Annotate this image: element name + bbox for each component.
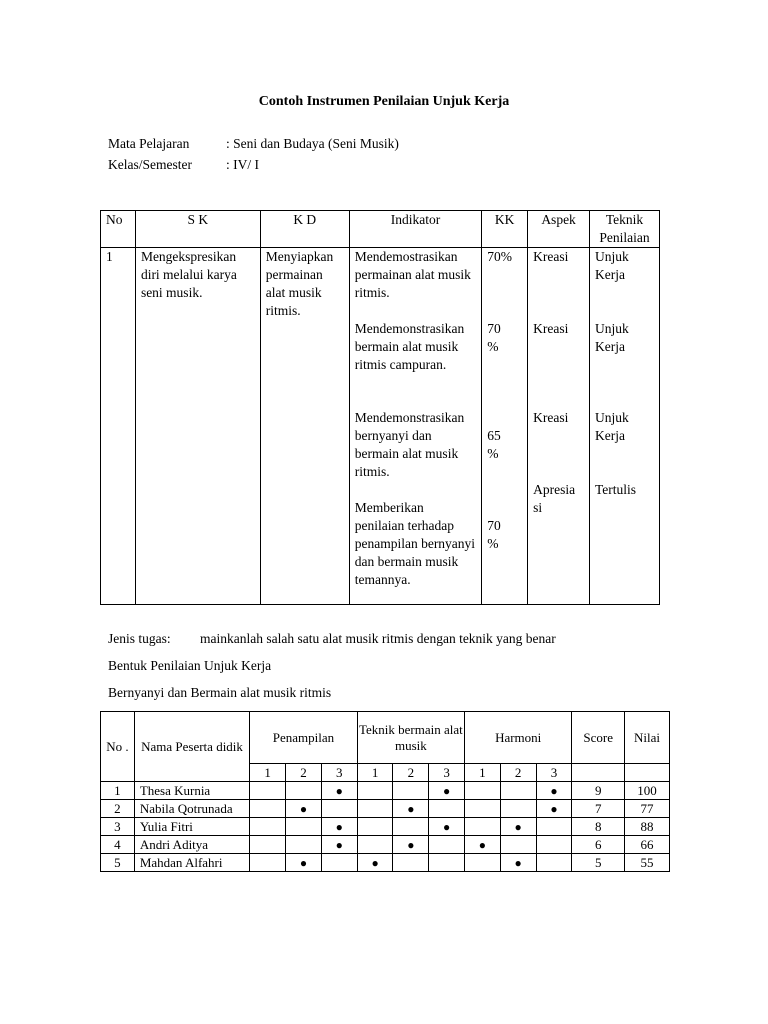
- subheader-cell: 1: [357, 764, 393, 782]
- indikator-item: Mendemonstrasikan bernyanyi dan bermain alat musik ritmis.: [354, 410, 465, 479]
- subheader-cell: 1: [250, 764, 286, 782]
- rating-cell: [429, 836, 465, 854]
- cell-no: 1: [101, 782, 135, 800]
- cell-nama: Andri Aditya: [134, 836, 249, 854]
- student-score-table: [100, 711, 670, 872]
- rating-cell: [429, 800, 465, 818]
- rating-cell: [536, 800, 572, 818]
- rating-cell: [250, 818, 286, 836]
- rating-dot-icon: ●: [514, 819, 522, 834]
- teknik-item: Tertulis: [595, 482, 637, 497]
- cell-no: 1: [101, 248, 136, 605]
- rating-cell: [393, 800, 429, 818]
- header-teknik: Teknik Penilaian: [590, 211, 660, 248]
- rating-cell: [321, 782, 357, 800]
- cell-kd: Menyiapkan permainan alat musik ritmis.: [260, 248, 349, 605]
- table-row: [101, 248, 660, 605]
- assessment-subtitle: Bernyanyi dan Bermain alat musik ritmis: [108, 685, 332, 700]
- rating-cell: [250, 782, 286, 800]
- rating-cell: [393, 782, 429, 800]
- teknik-item: Unjuk Kerja: [595, 249, 629, 282]
- cell-score: 5: [572, 854, 625, 872]
- cell-sk: Mengekspresikan diri melalui karya seni musik.: [135, 248, 260, 605]
- subheader-cell: 1: [465, 764, 501, 782]
- header-aspek: Aspek: [528, 211, 590, 248]
- subheader-score-empty: [572, 764, 625, 782]
- rating-cell: [429, 782, 465, 800]
- teknik-item: Unjuk Kerja: [595, 321, 629, 354]
- subheader-cell: 2: [286, 764, 322, 782]
- indikator-item: Memberikan penilaian terhadap penampilan bernyanyi dan bermain musik temannya.: [354, 500, 476, 587]
- subheader-cell: 2: [500, 764, 536, 782]
- task-description: mainkanlah salah satu alat musik ritmis dengan teknik yang benar: [200, 631, 556, 646]
- rating-dot-icon: ●: [407, 801, 415, 816]
- table-row: [101, 836, 670, 854]
- header-kd: K D: [260, 211, 349, 248]
- rating-dot-icon: ●: [335, 837, 343, 852]
- cell-nama: Thesa Kurnia: [134, 782, 249, 800]
- rating-cell: [393, 836, 429, 854]
- header-harmoni: Harmoni: [465, 712, 572, 764]
- rating-dot-icon: ●: [371, 855, 379, 870]
- header-penampilan: Penampilan: [250, 712, 357, 764]
- rating-cell: [465, 854, 501, 872]
- rating-cell: [357, 800, 393, 818]
- rating-cell: [536, 782, 572, 800]
- rating-cell: [465, 818, 501, 836]
- rating-cell: [536, 836, 572, 854]
- rating-cell: [393, 854, 429, 872]
- cell-score: 8: [572, 818, 625, 836]
- rating-cell: [500, 854, 536, 872]
- indikator-item: Mendemonstrasikan bermain alat musik ritmis campuran.: [354, 321, 465, 372]
- rating-cell: [429, 854, 465, 872]
- rating-cell: [286, 854, 322, 872]
- table-row: [101, 818, 670, 836]
- header-indikator: Indikator: [349, 211, 482, 248]
- meta-value-class: : IV/ I: [226, 157, 259, 172]
- cell-nilai: 77: [625, 800, 670, 818]
- rating-cell: [321, 800, 357, 818]
- cell-score: 6: [572, 836, 625, 854]
- rating-cell: [465, 836, 501, 854]
- cell-score: 9: [572, 782, 625, 800]
- rating-cell: [429, 818, 465, 836]
- cell-indikator: [349, 248, 482, 605]
- kk-item: 70%: [487, 249, 512, 264]
- rating-dot-icon: ●: [299, 855, 308, 870]
- cell-aspek: [528, 248, 590, 605]
- table-row: [101, 800, 670, 818]
- rating-cell: [500, 782, 536, 800]
- cell-nama: Nabila Qotrunada: [134, 800, 249, 818]
- header-nilai: Nilai: [625, 712, 670, 764]
- header-sk: S K: [135, 211, 260, 248]
- subheader-cell: 3: [429, 764, 465, 782]
- rating-dot-icon: ●: [335, 819, 343, 834]
- rating-cell: [500, 818, 536, 836]
- cell-kk: [482, 248, 528, 605]
- rating-cell: [321, 836, 357, 854]
- rating-dot-icon: ●: [442, 783, 451, 798]
- rating-cell: [321, 818, 357, 836]
- subheader-cell: 3: [321, 764, 357, 782]
- cell-no: 2: [101, 800, 135, 818]
- rating-cell: [357, 836, 393, 854]
- cell-no: 3: [101, 818, 135, 836]
- teknik-item: Unjuk Kerja: [595, 410, 629, 443]
- cell-nilai: 66: [625, 836, 670, 854]
- aspek-item: Kreasi: [533, 321, 569, 336]
- header-nama: Nama Peserta didik: [134, 712, 249, 782]
- header-score: Score: [572, 712, 625, 764]
- rating-cell: [465, 782, 501, 800]
- subheader-nilai-empty: [625, 764, 670, 782]
- rating-cell: [500, 836, 536, 854]
- header-no: No .: [101, 712, 135, 782]
- rating-cell: [500, 800, 536, 818]
- task-label: Jenis tugas:: [108, 631, 171, 646]
- rating-cell: [321, 854, 357, 872]
- kk-item: 70 %: [487, 518, 501, 551]
- rating-cell: [357, 782, 393, 800]
- subheader-cell: 2: [393, 764, 429, 782]
- header-no: No: [101, 211, 136, 248]
- rating-cell: [357, 854, 393, 872]
- indikator-item: Mendemostrasikan permainan alat musik ritmis.: [354, 249, 471, 300]
- table-row: [101, 782, 670, 800]
- rating-dot-icon: ●: [550, 801, 558, 816]
- competency-table-header: [101, 211, 660, 248]
- meta-value-subject: : Seni dan Budaya (Seni Musik): [226, 136, 399, 151]
- cell-nama: Mahdan Alfahri: [134, 854, 249, 872]
- rating-cell: [286, 818, 322, 836]
- rating-cell: [286, 782, 322, 800]
- rating-cell: [286, 836, 322, 854]
- rating-dot-icon: ●: [478, 837, 487, 852]
- cell-nilai: 88: [625, 818, 670, 836]
- document-title: Contoh Instrumen Penilaian Unjuk Kerja: [258, 94, 510, 109]
- assessment-form-heading: Bentuk Penilaian Unjuk Kerja: [108, 658, 272, 673]
- aspek-item: Apresiasi: [533, 482, 576, 515]
- rating-dot-icon: ●: [299, 801, 308, 816]
- kk-item: 65 %: [487, 428, 501, 461]
- cell-nilai: 55: [625, 854, 670, 872]
- table-row: [101, 854, 670, 872]
- rating-dot-icon: ●: [442, 819, 451, 834]
- rating-dot-icon: ●: [335, 783, 343, 798]
- rating-cell: [393, 818, 429, 836]
- rating-cell: [536, 854, 572, 872]
- rating-cell: [250, 836, 286, 854]
- cell-no: 4: [101, 836, 135, 854]
- rating-cell: [536, 818, 572, 836]
- cell-score: 7: [572, 800, 625, 818]
- competency-table: [100, 210, 660, 605]
- rating-cell: [286, 800, 322, 818]
- aspek-item: Kreasi: [533, 249, 569, 264]
- meta-label-subject: Mata Pelajaran: [108, 136, 190, 151]
- meta-label-class: Kelas/Semester: [108, 157, 192, 172]
- header-kk: KK: [482, 211, 528, 248]
- cell-no: 5: [101, 854, 135, 872]
- rating-dot-icon: ●: [407, 837, 415, 852]
- cell-nama: Yulia Fitri: [134, 818, 249, 836]
- kk-item: 70 %: [487, 321, 501, 354]
- rating-dot-icon: ●: [550, 783, 558, 798]
- score-table-header: [101, 712, 670, 764]
- header-teknik: Teknik bermain alat musik: [357, 712, 464, 764]
- cell-teknik: [590, 248, 660, 605]
- subheader-cell: 3: [536, 764, 572, 782]
- aspek-item: Kreasi: [533, 410, 569, 425]
- rating-cell: [357, 818, 393, 836]
- rating-cell: [250, 800, 286, 818]
- rating-cell: [465, 800, 501, 818]
- rating-dot-icon: ●: [514, 855, 522, 870]
- rating-cell: [250, 854, 286, 872]
- cell-nilai: 100: [625, 782, 670, 800]
